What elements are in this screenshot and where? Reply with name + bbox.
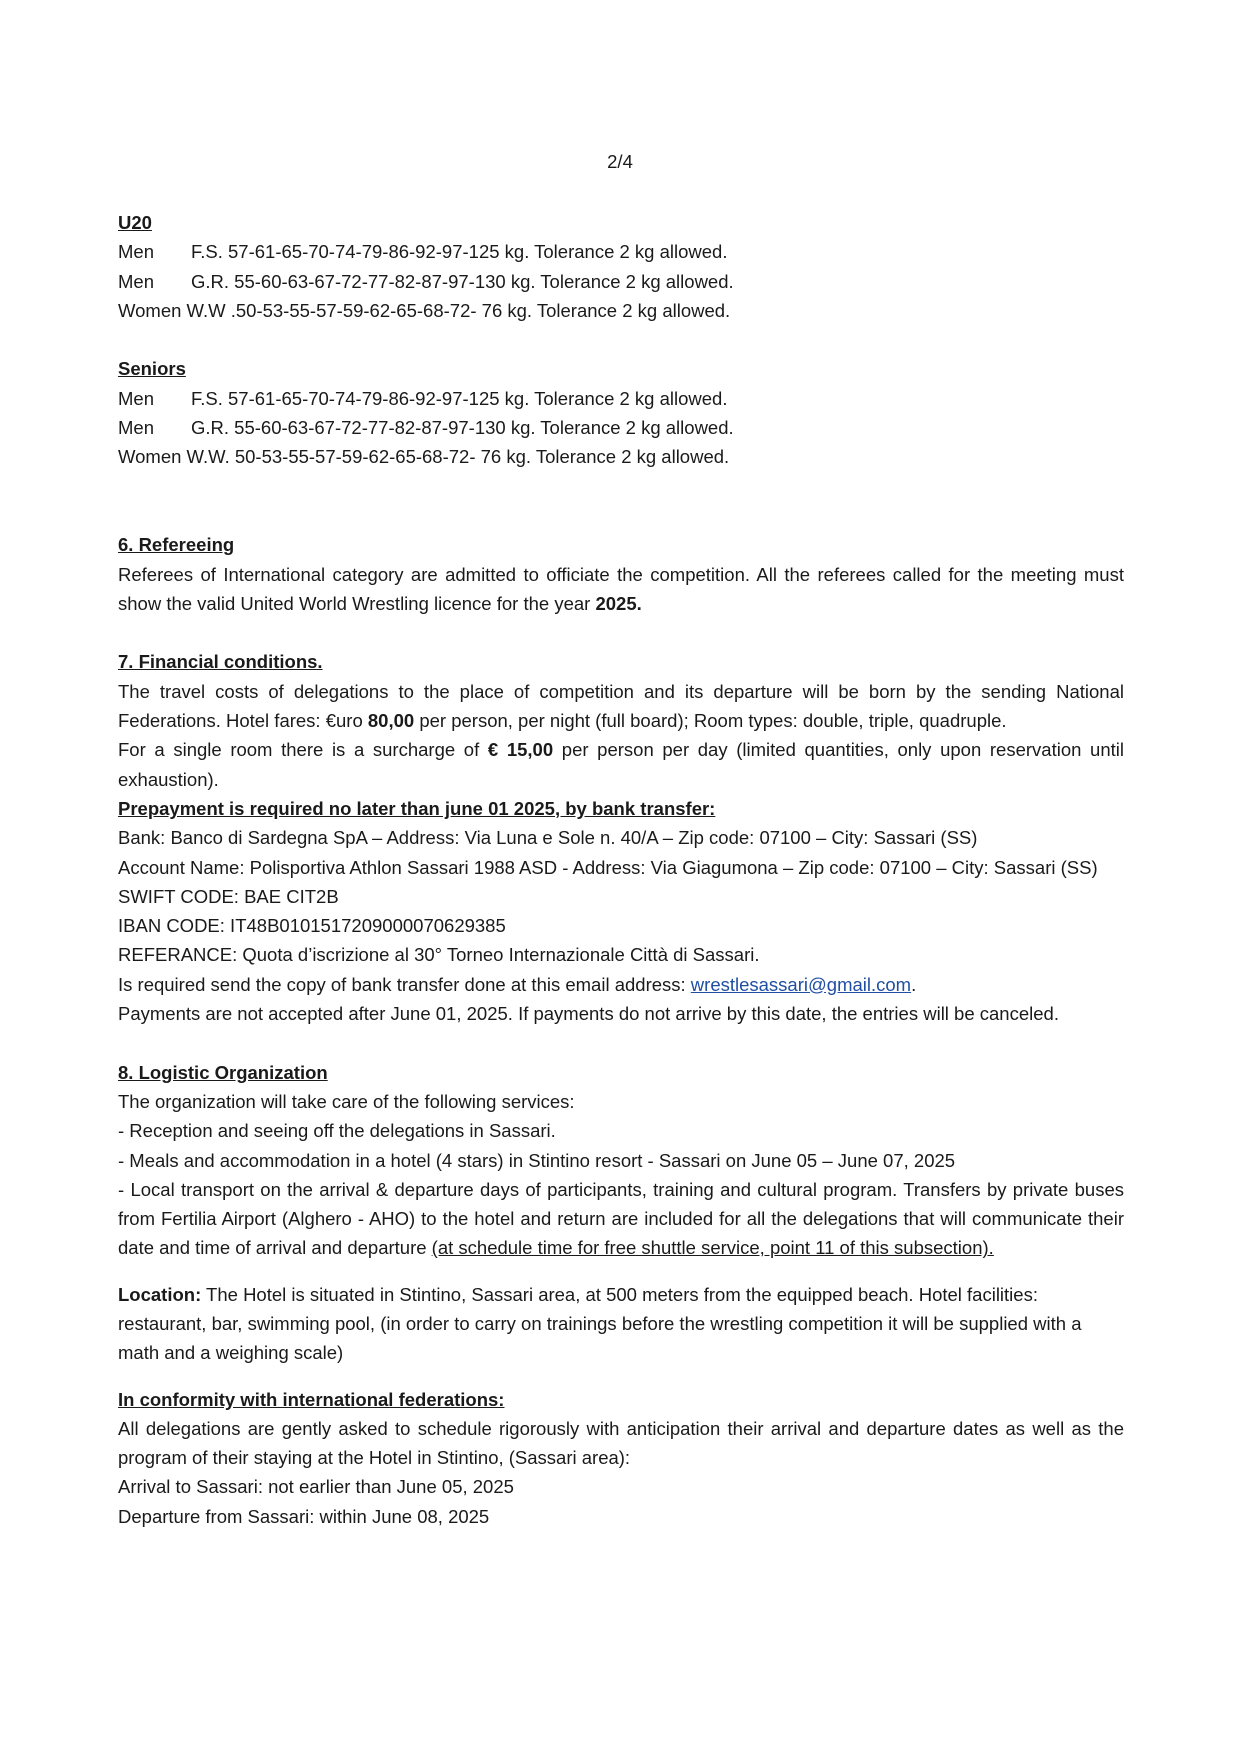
refereeing-text: Referees of International category are admitted to officiate the competition. All the referees called for the meeting must show the valid United World Wrestling licence for the year <box>118 563 1124 614</box>
seniors-row <box>118 384 1124 413</box>
surcharge-price: € 15,00 <box>487 739 554 761</box>
u20-row <box>118 296 1124 325</box>
copy-transfer-end: . <box>911 973 917 995</box>
conformity-paragraph: All delegations are gently asked to schedule rigorously with anticipation their arrival and departure dates as well as the program of their staying at the Hotel in Stintino, (Sassari area): <box>118 1417 1124 1469</box>
category-label: Women <box>118 446 182 468</box>
weight-classes: G.R. 55-60-63-67-72-77-82-87-97-130 kg. Tolerance 2 kg allowed. <box>191 270 734 292</box>
seniors-row <box>118 442 1124 471</box>
category-label: Men <box>118 417 154 439</box>
hotel-price: 80,00 <box>367 710 415 732</box>
weight-classes: W.W. 50-53-55-57-59-62-65-68-72- 76 kg. Tolerance 2 kg allowed. <box>186 446 730 468</box>
payments-note: Payments are not accepted after June 01, 2025. If payments do not arrive by this date, the entries will be canceled. <box>118 1003 1059 1025</box>
email-link[interactable]: wrestlesassari@gmail.com <box>690 973 912 995</box>
refereeing-paragraph <box>118 560 1124 619</box>
category-label: Men <box>118 270 154 292</box>
licence-year: 2025. <box>595 592 642 614</box>
location-label: Location: <box>118 1283 202 1305</box>
room-types-text: per person, per night (full board); Room types: double, triple, quadruple. <box>414 710 1007 732</box>
page-number: 2/4 <box>607 151 633 172</box>
logistic-heading: 8. Logistic Organization <box>118 1061 328 1083</box>
surcharge-conditions: per person per day (limited quantities, only upon reservation until exhaustion). <box>118 739 1124 790</box>
service-item: - Meals and accommodation in a hotel (4 stars) in Stintino resort - Sassari on June 05 – June 07, 2025 <box>118 1149 956 1171</box>
copy-transfer-line <box>118 970 1124 999</box>
surcharge-text: For a single room there is a surcharge of <box>118 739 488 761</box>
weight-classes: F.S. 57-61-65-70-74-79-86-92-97-125 kg. Tolerance 2 kg allowed. <box>191 241 728 263</box>
prepayment-notice: Prepayment is required no later than june 01 2025, by bank transfer: <box>118 797 716 819</box>
reference-line: REFERANCE: Quota d’iscrizione al 30° Torneo Internazionale Città di Sassari. <box>118 944 760 966</box>
service-item <box>118 1175 1124 1263</box>
weight-classes: G.R. 55-60-63-67-72-77-82-87-97-130 kg. Tolerance 2 kg allowed. <box>191 417 734 439</box>
category-label: Men <box>118 241 154 263</box>
weight-classes: F.S. 57-61-65-70-74-79-86-92-97-125 kg. Tolerance 2 kg allowed. <box>191 387 728 409</box>
weight-classes: W.W .50-53-55-57-59-62-65-68-72- 76 kg. Tolerance 2 kg allowed. <box>186 299 731 321</box>
transport-text: - Local transport on the arrival & departure days of participants, training and cultural program. Transfers by private buses from Fertilia Airport (Alghero - AHO) to the hotel and return are included for all the delegations that will communicate their date and time of arrival and departure <box>118 1178 1124 1259</box>
copy-transfer-text: Is required send the copy of bank transfer done at this email address: <box>118 973 691 995</box>
service-item: - Reception and seeing off the delegations in Sassari. <box>118 1120 556 1142</box>
category-label: Women <box>118 299 182 321</box>
refereeing-heading: 6. Refereeing <box>118 534 235 556</box>
arrival-line: Arrival to Sassari: not earlier than June 05, 2025 <box>118 1476 514 1498</box>
u20-row <box>118 237 1124 266</box>
travel-costs-paragraph <box>118 677 1124 736</box>
departure-line: Departure from Sassari: within June 08, 2025 <box>118 1505 490 1527</box>
conformity-heading: In conformity with international federations: <box>118 1388 505 1410</box>
seniors-heading: Seniors <box>118 358 186 380</box>
single-room-paragraph <box>118 735 1124 794</box>
swift-line: SWIFT CODE: BAE CIT2B <box>118 885 339 907</box>
shuttle-note: (at schedule time for free shuttle service, point 11 of this subsection). <box>431 1237 994 1259</box>
location-text: The Hotel is situated in Stintino, Sassari area, at 500 meters from the equipped beach. Hotel facilities: restaurant, bar, swimming pool, (in order to carry on trainings before the wrestling competition it will be supplied with a math and a weighing scale) <box>118 1283 1082 1364</box>
u20-row <box>118 267 1124 296</box>
location-paragraph <box>118 1280 1124 1368</box>
iban-line: IBAN CODE: IT48B0101517209000070629385 <box>118 915 506 937</box>
u20-heading: U20 <box>118 212 152 233</box>
category-label: Men <box>118 387 154 409</box>
travel-costs-text: The travel costs of delegations to the place of competition and its departure will be born by the sending National Federations. Hotel fares: €uro <box>118 680 1124 732</box>
bank-line: Bank: Banco di Sardegna SpA – Address: Via Luna e Sole n. 40/A – Zip code: 07100 – City: Sassari (SS) <box>118 827 978 849</box>
services-intro: The organization will take care of the following services: <box>118 1090 575 1112</box>
account-line: Account Name: Polisportiva Athlon Sassari 1988 ASD - Address: Via Giagumona – Zip code: 07100 – City: Sassari (SS) <box>118 856 1098 878</box>
financial-heading: 7. Financial conditions. <box>118 651 323 673</box>
page-content <box>118 208 1124 1531</box>
seniors-row <box>118 413 1124 442</box>
